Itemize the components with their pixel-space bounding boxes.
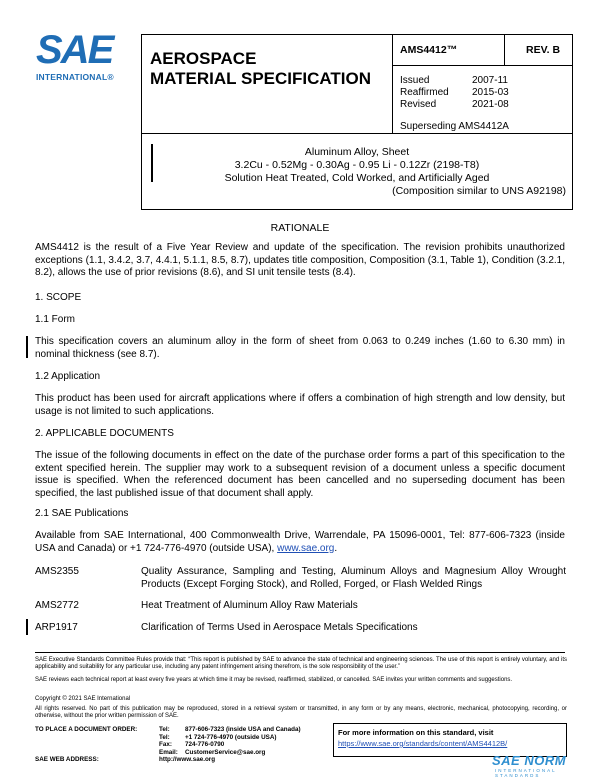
reference-code: AMS2772 (35, 600, 79, 611)
reference-code: AMS2355 (35, 566, 79, 577)
order-key: Fax: (159, 741, 172, 749)
change-bar (26, 619, 28, 635)
section-heading-documents: 2. APPLICABLE DOCUMENTS (35, 428, 174, 439)
material-title-line: 3.2Cu - 0.52Mg - 0.30Ag - 0.95 Li - 0.12Zr (2198-T8) (234, 159, 480, 171)
order-key: Tel: (159, 726, 170, 733)
date-value: 2015-03 (472, 87, 509, 98)
date-list (400, 75, 509, 111)
order-row (35, 749, 301, 757)
sentence-end: . (334, 542, 338, 554)
order-row (35, 734, 301, 742)
web-value: http://www.sae.org (159, 756, 216, 764)
section-heading-application: 1.2 Application (35, 371, 101, 382)
footer-rights: All rights reserved. No part of this publication may be reproduced, stored in a retrieval system or transmitted, in any form or by any means, electronic, mechanical, photocopying, recording, or otherwise, without the prior written permission of SAE. (35, 706, 567, 720)
watermark-logo: SAE NORM (492, 753, 567, 768)
footer-rules: SAE Executive Standards Committee Rules provide that: “This report is published by SAE to advance the state of technical and engineering sciences. The use of this report is entirely voluntary, and its applicability and suitability for any particular use, including any patent infringement arising therefrom, is the sole responsibility of the user.” (35, 657, 567, 671)
superseding-note: Superseding AMS4412A (400, 121, 509, 132)
standard-link[interactable]: https://www.sae.org/standards/content/AMS4412B/ (338, 739, 508, 748)
order-label: TO PLACE A DOCUMENT ORDER: (35, 726, 138, 733)
section-heading-form: 1.1 Form (35, 314, 76, 325)
material-title-box (141, 134, 573, 210)
date-label: Reaffirmed (400, 87, 449, 98)
sae-publications-text (35, 530, 565, 555)
logo-wordmark: SAE (36, 28, 113, 72)
revision-label: REV. B (526, 44, 561, 56)
date-value: 2021-08 (472, 99, 509, 110)
order-row (35, 726, 301, 734)
header-divider (504, 35, 505, 65)
reference-title: Heat Treatment of Aluminum Alloy Raw Materials (141, 600, 358, 611)
section-heading-sae-publications: 2.1 SAE Publications (35, 508, 129, 519)
order-value: 877-606-7323 (inside USA and Canada) (185, 726, 301, 733)
change-bar (26, 336, 28, 358)
material-title-line: Solution Heat Treated, Cold Worked, and Artificially Aged (224, 172, 490, 184)
documents-text: The issue of the following documents in effect on the date of the purchase order forms a part of this specification to the extent specified herein. The supplier may work to a subsequent revision of a document unless a specific document issue is specified. When the referenced document has been cancelled and no superseding document has been specified, the last published issue of that document shall apply. (35, 450, 565, 499)
spec-type-line1: AEROSPACE (150, 49, 257, 68)
sae-website-link[interactable]: www.sae.org (277, 542, 335, 554)
logo-subtext: INTERNATIONAL® (36, 72, 114, 82)
material-title-line: Aluminum Alloy, Sheet (304, 146, 410, 158)
date-label: Issued (400, 75, 430, 86)
order-value: 724-776-0790 (185, 741, 225, 749)
header-divider (392, 65, 572, 66)
reference-code: ARP1917 (35, 622, 78, 633)
sae-publications-body: Available from SAE International, 400 Commonwealth Drive, Warrendale, PA 15096-0001, Tel: 877-606-7323 (inside USA and Canada) or +1 724-776-4970 (outside USA), (35, 530, 565, 554)
order-info (35, 726, 301, 764)
header-divider (392, 35, 393, 133)
order-value: CustomerService@sae.org (185, 748, 266, 756)
doc-number: AMS4412™ (400, 44, 458, 56)
order-row (35, 741, 301, 749)
watermark-subtext: INTERNATIONAL STANDARDS (495, 768, 557, 778)
date-label: Revised (400, 99, 437, 110)
sae-logo (36, 30, 118, 86)
order-key: Tel: (159, 733, 170, 741)
reference-title: Clarification of Terms Used in Aerospace Metals Specifications (141, 622, 418, 633)
order-value: +1 724-776-4970 (outside USA) (185, 733, 277, 741)
more-info-box (333, 723, 567, 757)
order-key: Email: (159, 748, 178, 756)
web-row (35, 756, 301, 764)
footer-divider (35, 652, 565, 653)
rationale-heading: RATIONALE (270, 222, 330, 234)
web-label: SAE WEB ADDRESS: (35, 756, 99, 764)
spec-type-title (150, 49, 371, 89)
spec-header (141, 34, 573, 134)
form-text: This specification covers an aluminum alloy in the form of sheet from 0.063 to 0.249 inches (1.60 to 6.30 mm) in nominal thickness (see 8.7). (35, 336, 565, 360)
rationale-text: AMS4412 is the result of a Five Year Review and update of the specification. The revision prohibits unauthorized exceptions (1.1, 3.4.2, 3.7, 4.4.1, 5.1.1, 8.5, 8.7), updates title composition, Composition (3.1, Table 1), Condition (3.2.1, 8.2), allows the use of prior revisions (8.6), and SI unit tensile tests (8.4). (35, 242, 565, 278)
date-row (400, 87, 509, 99)
material-title (142, 146, 572, 185)
footer-review: SAE reviews each technical report at least every five years at which time it may be revised, reaffirmed, stabilized, or cancelled. SAE invites your written comments and suggestions. (35, 677, 513, 683)
date-value: 2007-11 (472, 75, 508, 86)
date-row (400, 99, 509, 111)
section-heading-scope: 1. SCOPE (35, 292, 82, 303)
composition-note: (Composition similar to UNS A92198) (392, 185, 566, 197)
more-info-title: For more information on this standard, visit (338, 728, 494, 737)
application-text: This product has been used for aircraft applications where if offers a combination of high strength and low density, but usage is not limited to such applications. (35, 393, 565, 417)
date-row (400, 75, 509, 87)
spec-type-line2: MATERIAL SPECIFICATION (150, 69, 371, 88)
reference-title: Quality Assurance, Sampling and Testing, Aluminum Alloys and Magnesium Alloy Wrought Products (Except Forging Stock), and Rolled, Forged, or Flash Welded Rings (141, 566, 566, 590)
footer-copyright: Copyright © 2021 SAE International (35, 696, 131, 702)
